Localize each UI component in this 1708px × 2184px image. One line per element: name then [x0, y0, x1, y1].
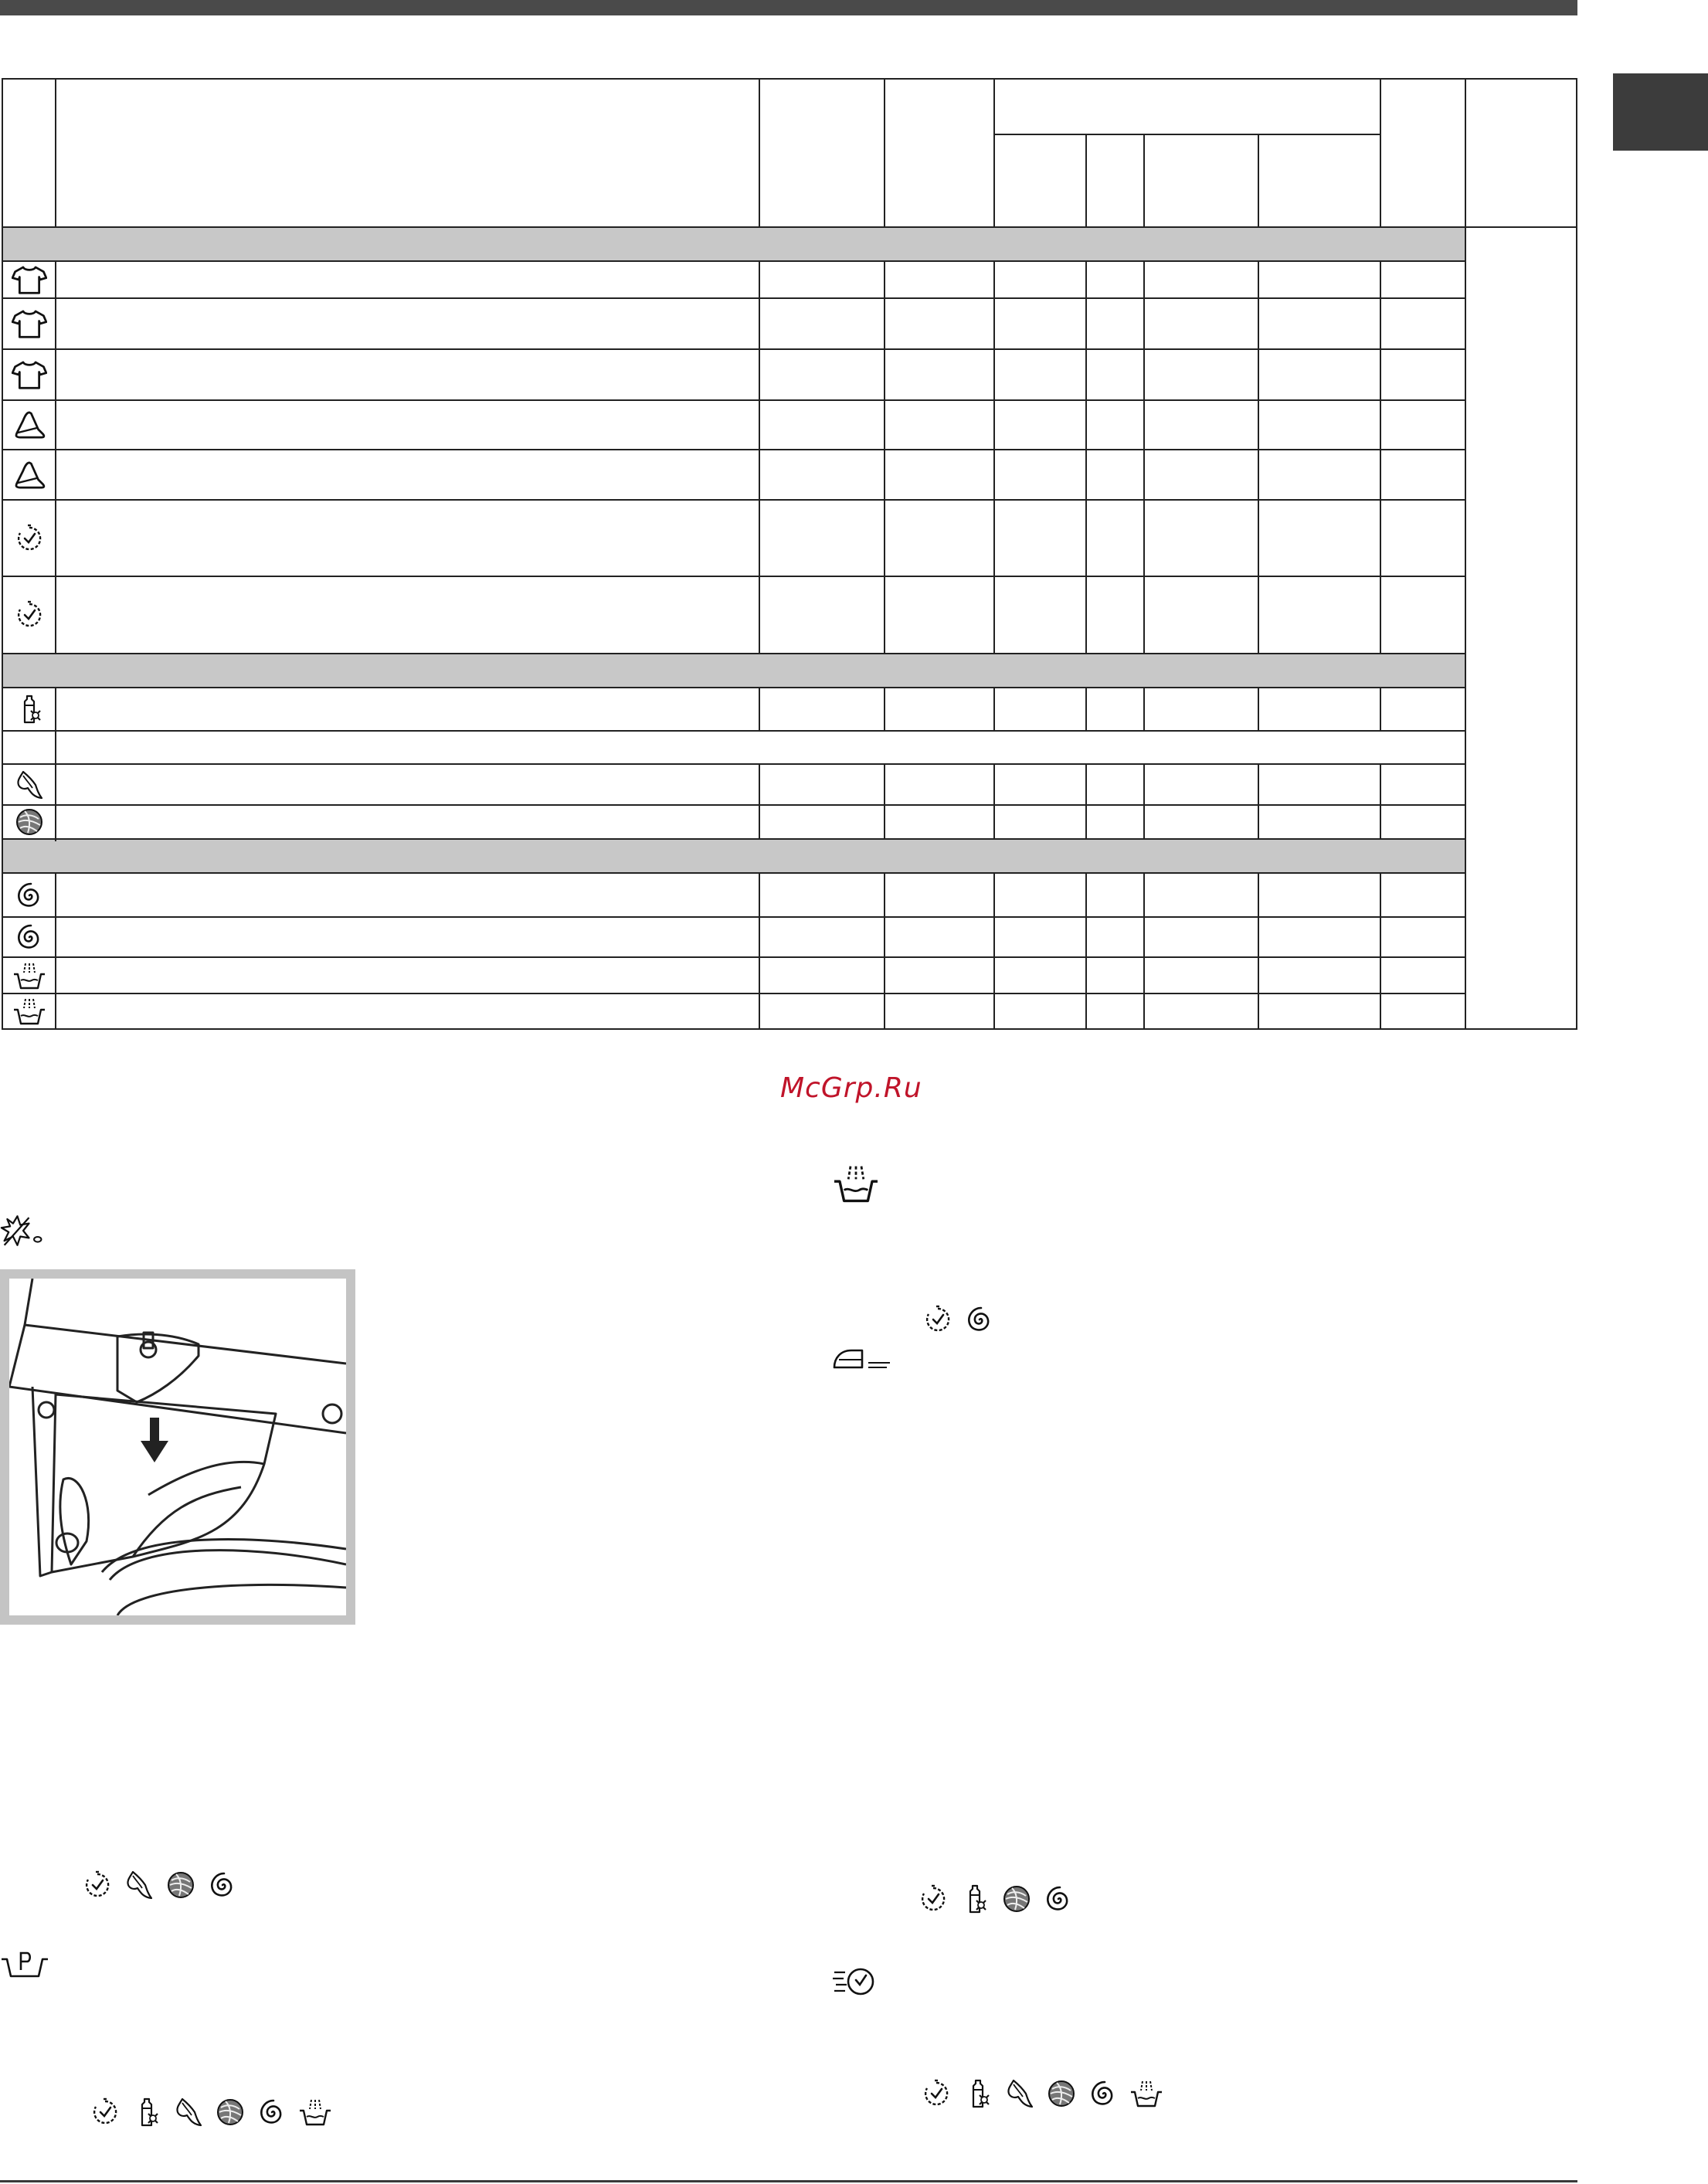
programme-table: [2, 78, 1577, 1030]
table-rule: [2, 449, 1466, 450]
spin-icon: [207, 1870, 238, 1900]
silk-icon: [1004, 2078, 1035, 2109]
right-symbols-row-2: [918, 1883, 1074, 1914]
category-band: [3, 840, 1465, 873]
table-rule: [759, 763, 760, 840]
stain-symbol: [0, 1213, 46, 1248]
illustration-canvas: [9, 1279, 346, 1615]
spin-icon: [3, 874, 56, 916]
table-rule: [1380, 687, 1381, 732]
spin-icon: [1043, 1883, 1074, 1914]
quick-timer-icon: [3, 577, 56, 653]
table-rule: [2, 687, 1466, 688]
wool-icon: [165, 1870, 196, 1900]
table-rule: [884, 78, 885, 228]
rinse-plus-symbol: [831, 1162, 881, 1205]
prewash-icon: [0, 1948, 49, 1979]
tshirt-icon: [3, 299, 56, 348]
spin-icon: [964, 1304, 995, 1335]
stain-icon: [0, 1213, 46, 1248]
table-rule: [2, 838, 1466, 840]
quick-timer-icon: [90, 2097, 121, 2128]
table-rule: [1258, 687, 1259, 732]
rinse-icon: [3, 994, 56, 1028]
quick-timer-icon: [82, 1870, 113, 1900]
table-rule: [993, 260, 995, 654]
table-rule: [1143, 134, 1145, 228]
table-rule: [1085, 260, 1087, 654]
table-rule: [2, 348, 1466, 350]
detergent-drawer-illustration: [0, 1269, 355, 1625]
baby-bottle-icon: [959, 1883, 990, 1914]
table-rule: [1380, 763, 1381, 840]
table-rule: [1143, 872, 1145, 1030]
watermark: McGrp.Ru: [780, 1072, 922, 1104]
table-rule: [1258, 260, 1259, 654]
rinse-icon: [298, 2097, 332, 2128]
synthetic-icon: [3, 401, 56, 449]
right-symbols-row-1: [922, 1304, 995, 1335]
table-rule: [2, 730, 1466, 732]
table-rule: [1085, 763, 1087, 840]
tshirt-icon: [3, 262, 56, 297]
table-rule: [1143, 687, 1145, 732]
table-rule: [884, 872, 885, 1030]
table-rule: [884, 763, 885, 840]
table-rule: [993, 78, 995, 228]
table-rule: [2, 916, 1466, 918]
table-rule: [1465, 78, 1466, 1030]
table-rule: [884, 260, 885, 654]
spin-icon: [3, 918, 56, 956]
table-rule: [993, 763, 995, 840]
silk-icon: [124, 1870, 155, 1900]
table-rule: [1143, 763, 1145, 840]
easy-iron-symbol: [831, 1343, 893, 1374]
quick-timer-icon: [918, 1883, 949, 1914]
table-rule: [884, 687, 885, 732]
table-rule: [2, 260, 1466, 262]
table-rule: [1085, 134, 1087, 228]
wool-icon: [3, 806, 56, 838]
baby-bottle-icon: [963, 2078, 993, 2109]
table-rule: [2, 297, 1466, 299]
top-bar: [0, 0, 1577, 15]
detergent-drawer-drawing: [9, 1279, 346, 1615]
rinse-icon: [3, 958, 56, 993]
table-rule: [2, 872, 1466, 874]
spin-icon: [1088, 2078, 1119, 2109]
table-rule: [1258, 763, 1259, 840]
table-rule: [2, 653, 1466, 654]
section-tab: [1613, 73, 1708, 151]
wool-icon: [1001, 1883, 1032, 1914]
quick-timer-icon: [3, 501, 56, 576]
table-rule: [2, 499, 1466, 501]
wool-icon: [1046, 2078, 1077, 2109]
table-rule: [2, 804, 1466, 806]
table-rule: [759, 78, 760, 228]
table-rule: [2, 763, 1466, 765]
time-saver-symbol: [831, 1965, 881, 2002]
rinse-plus-icon: [831, 1162, 881, 1205]
silk-icon: [173, 2097, 204, 2128]
table-rule: [993, 872, 995, 1030]
prewash-symbol: [0, 1948, 49, 1979]
table-rule: [55, 78, 56, 228]
category-band: [3, 654, 1465, 688]
table-rule: [993, 134, 1380, 135]
table-rule: [1380, 260, 1381, 654]
table-rule: [1380, 78, 1381, 228]
table-rule: [1258, 872, 1259, 1030]
table-rule: [2, 576, 1466, 577]
quick-timer-icon: [922, 1304, 953, 1335]
silk-icon: [3, 765, 56, 804]
table-rule: [759, 260, 760, 654]
table-rule: [2, 956, 1466, 958]
easy-iron-icon: [831, 1343, 893, 1374]
left-symbols-row-1: [82, 1870, 238, 1900]
table-rule: [2, 226, 1577, 228]
left-symbols-row-2: [90, 2097, 332, 2128]
table-rule: [2, 993, 1466, 994]
table-rule: [993, 687, 995, 732]
table-rule: [2, 399, 1466, 401]
baby-bottle-icon: [131, 2097, 162, 2128]
table-rule: [1143, 260, 1145, 654]
wool-icon: [215, 2097, 246, 2128]
table-rule: [1380, 872, 1381, 1030]
baby-bottle-icon: [3, 688, 56, 730]
bottom-rule: [0, 2180, 1577, 2182]
table-rule: [1085, 687, 1087, 732]
tshirt-icon: [3, 350, 56, 399]
table-rule: [759, 872, 760, 1030]
rinse-icon: [1129, 2078, 1163, 2109]
table-rule: [1085, 872, 1087, 1030]
spin-icon: [256, 2097, 287, 2128]
time-saver-icon: [831, 1965, 881, 2002]
table-rule: [759, 687, 760, 732]
quick-timer-icon: [921, 2078, 952, 2109]
table-rule: [1258, 134, 1259, 228]
synthetic-icon: [3, 450, 56, 499]
category-band: [3, 228, 1465, 261]
right-symbols-row-3: [921, 2078, 1163, 2109]
